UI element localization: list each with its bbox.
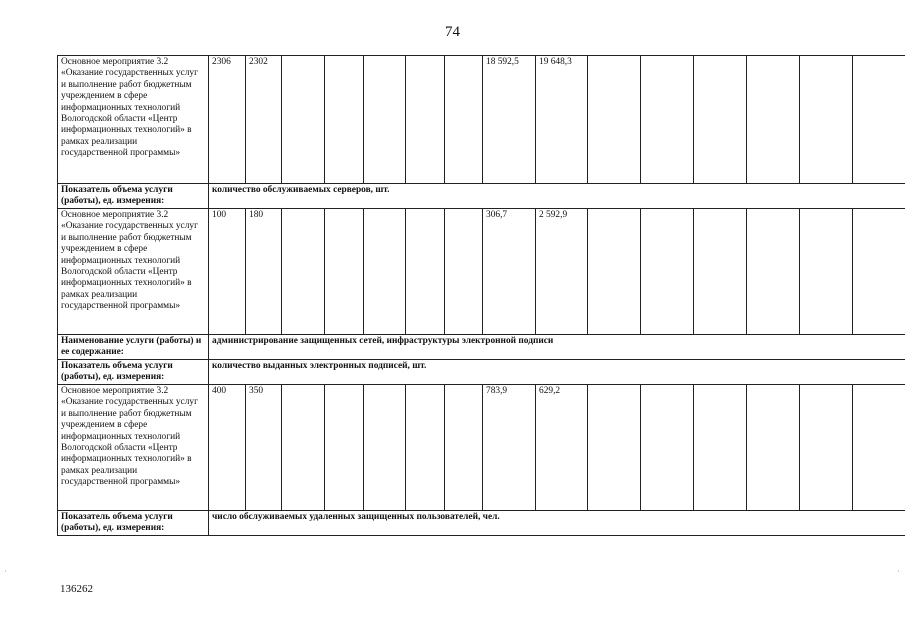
table-cell bbox=[406, 56, 445, 184]
scan-margin-mark-right: · bbox=[897, 566, 900, 576]
table-cell: 350 bbox=[246, 385, 282, 511]
page-number: 74 bbox=[445, 24, 460, 40]
table-cell bbox=[588, 56, 641, 184]
table-cell: 629,2 bbox=[536, 385, 588, 511]
section-label: Наименование услуги (работы) и ее содержание: bbox=[58, 335, 209, 360]
table-cell bbox=[853, 209, 905, 335]
table-row bbox=[58, 56, 905, 184]
table-cell: 306,7 bbox=[483, 209, 536, 335]
table-cell bbox=[747, 56, 800, 184]
section-row bbox=[58, 511, 905, 536]
section-text: количество обслуживаемых серверов, шт. bbox=[209, 184, 905, 209]
table-cell bbox=[747, 209, 800, 335]
section-text: администрирование защищенных сетей, инфраструктуры электронной подписи bbox=[209, 335, 905, 360]
table-cell: 400 bbox=[209, 385, 246, 511]
section-row bbox=[58, 335, 905, 360]
report-table bbox=[57, 55, 905, 536]
table-cell bbox=[325, 385, 364, 511]
section-row bbox=[58, 360, 905, 385]
table-cell bbox=[445, 209, 483, 335]
footer-code: 136262 bbox=[60, 583, 93, 595]
table-cell bbox=[641, 56, 694, 184]
table-cell: 180 bbox=[246, 209, 282, 335]
table-row bbox=[58, 209, 905, 335]
table-cell bbox=[694, 56, 747, 184]
table-cell bbox=[406, 209, 445, 335]
measure-description: Основное мероприятие 3.2 «Оказание государственных услуг и выполнение работ бюджетным учреждением в сфере информационных технологий Вологодской области «Центр информационных технологий» в рамках реализации государственной программы» bbox=[58, 56, 209, 184]
table-cell: 2 592,9 bbox=[536, 209, 588, 335]
table-cell bbox=[282, 56, 325, 184]
table-cell bbox=[588, 209, 641, 335]
section-label: Показатель объема услуги (работы), ед. измерения: bbox=[58, 511, 209, 536]
section-text: количество выданных электронных подписей, шт. bbox=[209, 360, 905, 385]
table-cell bbox=[694, 209, 747, 335]
table-cell bbox=[406, 385, 445, 511]
table-cell: 783,9 bbox=[483, 385, 536, 511]
scan-margin-mark-left: · bbox=[4, 566, 7, 576]
table-cell bbox=[364, 385, 406, 511]
table-cell bbox=[800, 209, 853, 335]
table-cell: 19 648,3 bbox=[536, 56, 588, 184]
table-cell bbox=[325, 56, 364, 184]
section-label: Показатель объема услуги (работы), ед. измерения: bbox=[58, 360, 209, 385]
table-cell bbox=[641, 385, 694, 511]
table-cell bbox=[641, 209, 694, 335]
section-row bbox=[58, 184, 905, 209]
table-cell bbox=[445, 56, 483, 184]
table-cell bbox=[800, 385, 853, 511]
table-cell bbox=[282, 385, 325, 511]
table-cell bbox=[364, 56, 406, 184]
table-cell bbox=[853, 56, 905, 184]
table-cell bbox=[747, 385, 800, 511]
table-cell bbox=[364, 209, 406, 335]
section-text: число обслуживаемых удаленных защищенных пользователей, чел. bbox=[209, 511, 905, 536]
report-table-body bbox=[58, 56, 905, 536]
measure-description: Основное мероприятие 3.2 «Оказание государственных услуг и выполнение работ бюджетным учреждением в сфере информационных технологий Вологодской области «Центр информационных технологий» в рамках реализации государственной программы» bbox=[58, 385, 209, 511]
table-cell bbox=[800, 56, 853, 184]
table-cell bbox=[445, 385, 483, 511]
table-cell bbox=[325, 209, 364, 335]
table-cell: 2306 bbox=[209, 56, 246, 184]
table-cell bbox=[694, 385, 747, 511]
section-label: Показатель объема услуги (работы), ед. измерения: bbox=[58, 184, 209, 209]
measure-description: Основное мероприятие 3.2 «Оказание государственных услуг и выполнение работ бюджетным учреждением в сфере информационных технологий Вологодской области «Центр информационных технологий» в рамках реализации государственной программы» bbox=[58, 209, 209, 335]
table-cell bbox=[588, 385, 641, 511]
table-cell: 2302 bbox=[246, 56, 282, 184]
table-cell bbox=[282, 209, 325, 335]
table-row bbox=[58, 385, 905, 511]
table-cell bbox=[853, 385, 905, 511]
table-cell: 100 bbox=[209, 209, 246, 335]
table-cell: 18 592,5 bbox=[483, 56, 536, 184]
